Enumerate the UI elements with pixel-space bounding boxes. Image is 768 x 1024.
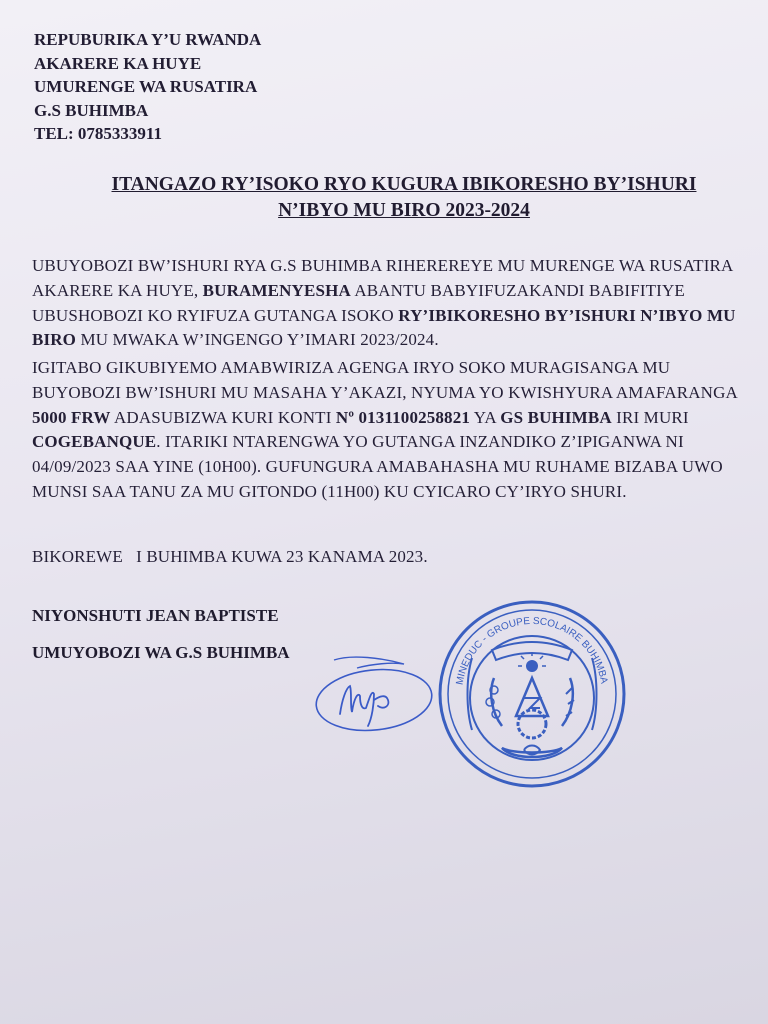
- p2-text-e: YA: [470, 407, 501, 427]
- handwritten-signature: [312, 652, 442, 742]
- notice-title: [0, 172, 768, 224]
- paragraph-instructions: [32, 356, 747, 505]
- notice-title-line2: N’IBYO MU BIRO 2023-2024: [278, 200, 530, 221]
- p1-text-c: ABANTU BABYIFUZAKANDI BABIFITIYE UBUSHOBOZI KO RYIFUZA GUTANGA ISOKO: [32, 280, 685, 325]
- letterhead-country: REPUBURIKA Y’U RWANDA: [34, 30, 262, 49]
- paragraph-date: BIKOREWE I BUHIMBA KUWA 23 KANAMA 2023.: [32, 547, 428, 566]
- p2-amount: 5000 FRW: [32, 407, 111, 427]
- p1-text-e: MU MWAKA W’INGENGO Y’IMARI 2023/2024.: [76, 330, 439, 350]
- p2-account-holder: GS BUHIMBA: [500, 407, 612, 427]
- stamp-ring-textpath: MINEDUC - GROUPE SCOLAIRE BUHIMBA: [454, 615, 610, 686]
- p2-account-number: Nº 0131100258821: [335, 407, 471, 427]
- notice-title-line1: ITANGAZO RY’ISOKO RYO KUGURA IBIKORESHO BY’ISHURI: [111, 174, 697, 195]
- signatory-name: NIYONSHUTI JEAN BAPTISTE: [32, 606, 279, 625]
- p2-text-a: IGITABO GIKUBIYEMO AMABWIRIZA AGENGA IRYO SOKO MURAGISANGA MU BUYOBOZI BW’ISHURI MU MASAHA Y’AKAZI, NYUMA YO KWISHYURA AMAFARANGA: [32, 358, 738, 402]
- school-stamp: [432, 598, 632, 790]
- p2-text-i: . ITARIKI NTARENGWA YO GUTANGA INZANDIKO Z’IPIGANWA NI 04/09/2023 SAA YINE (10H00). GUFUNGURA AMABAHASHA MU RUHAME BIZABA UWO MUNSI SAA TANU ZA MU GITONDO (11H00) KU CYICARO CY’IRYO SHURI.: [32, 432, 723, 501]
- p2-text-c: ADASUBIZWA KURI KONTI: [110, 407, 336, 427]
- letterhead-district: AKARERE KA HUYE: [34, 53, 202, 73]
- p1-text-d: RY’IBIKORESHO BY’ISHURI N’IBYO MU BIRO: [32, 305, 736, 350]
- p1-text-a: UBUYOBOZI BW’ISHURI RYA G.S BUHIMBA RIHEREREYE MU MURENGE WA RUSATIRA AKARERE KA HUYE,: [32, 256, 733, 300]
- signatory-role: UMUYOBOZI WA G.S BUHIMBA: [32, 643, 290, 662]
- letterhead-sector: UMURENGE WA RUSATIRA: [34, 77, 258, 96]
- letterhead-phone: TEL: 0785333911: [34, 124, 162, 143]
- letterhead: [34, 28, 261, 146]
- p2-text-g: IRI MURI: [611, 407, 689, 427]
- p1-text-b: BURAMENYESHA: [202, 280, 351, 300]
- letterhead-school: G.S BUHIMBA: [34, 100, 149, 120]
- p2-bank-name: COGEBANQUE: [32, 432, 157, 452]
- paragraph-announcement: [32, 254, 747, 353]
